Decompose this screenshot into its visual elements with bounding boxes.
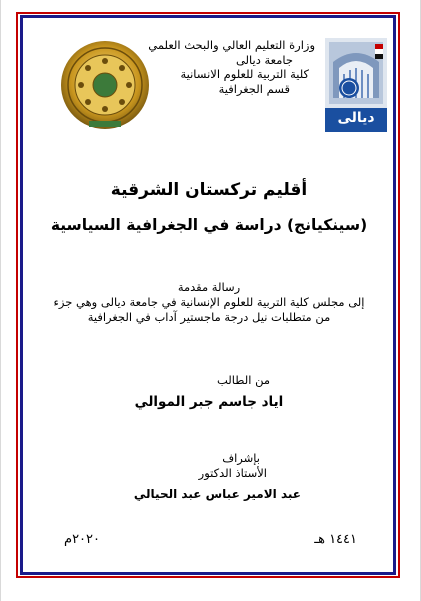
submission-line-2: من متطلبات نيل درجة ماجستير آداب في الجغرافية: [87, 310, 331, 324]
institution-block: [135, 38, 315, 96]
college-seal-icon: [59, 39, 151, 131]
supervisor-name: عبد الامير عباس عبد الحيالي: [133, 487, 301, 501]
hijri-date: ١٤٤١ هـ: [314, 532, 357, 547]
submission-heading: رسالة مقدمة: [177, 280, 241, 294]
header: [31, 34, 387, 134]
university-name: جامعة ديالى: [235, 52, 293, 67]
submission-line-1: إلى مجلس كلية التربية للعلوم الإنسانية في جامعة ديالى وهي جزء: [53, 295, 365, 309]
student-label: من الطالب: [216, 373, 270, 387]
gregorian-date: ٢٠٢٠م: [64, 532, 100, 547]
ministry-name: وزارة التعليم العالي والبحث العلمي: [148, 38, 315, 52]
supervisor-title: الأستاذ الدكتور: [198, 466, 267, 480]
college-name: كلية التربية للعلوم الانسانية: [180, 67, 309, 81]
thesis-subtitle: (سينكيانج) دراسة في الجغرافية السياسية: [50, 216, 368, 234]
supervisor-label: بإشراف: [222, 451, 260, 465]
department-name: قسم الجغرافية: [218, 81, 290, 96]
university-emblem-icon: [325, 38, 387, 132]
emblem-label: ديالى: [337, 110, 375, 126]
document-page: [1, 0, 420, 601]
submission-statement: [31, 280, 387, 325]
student-name: اياد جاسم جبر الموالي: [134, 394, 284, 410]
thesis-title: أقليم تركستان الشرقية: [110, 180, 308, 200]
